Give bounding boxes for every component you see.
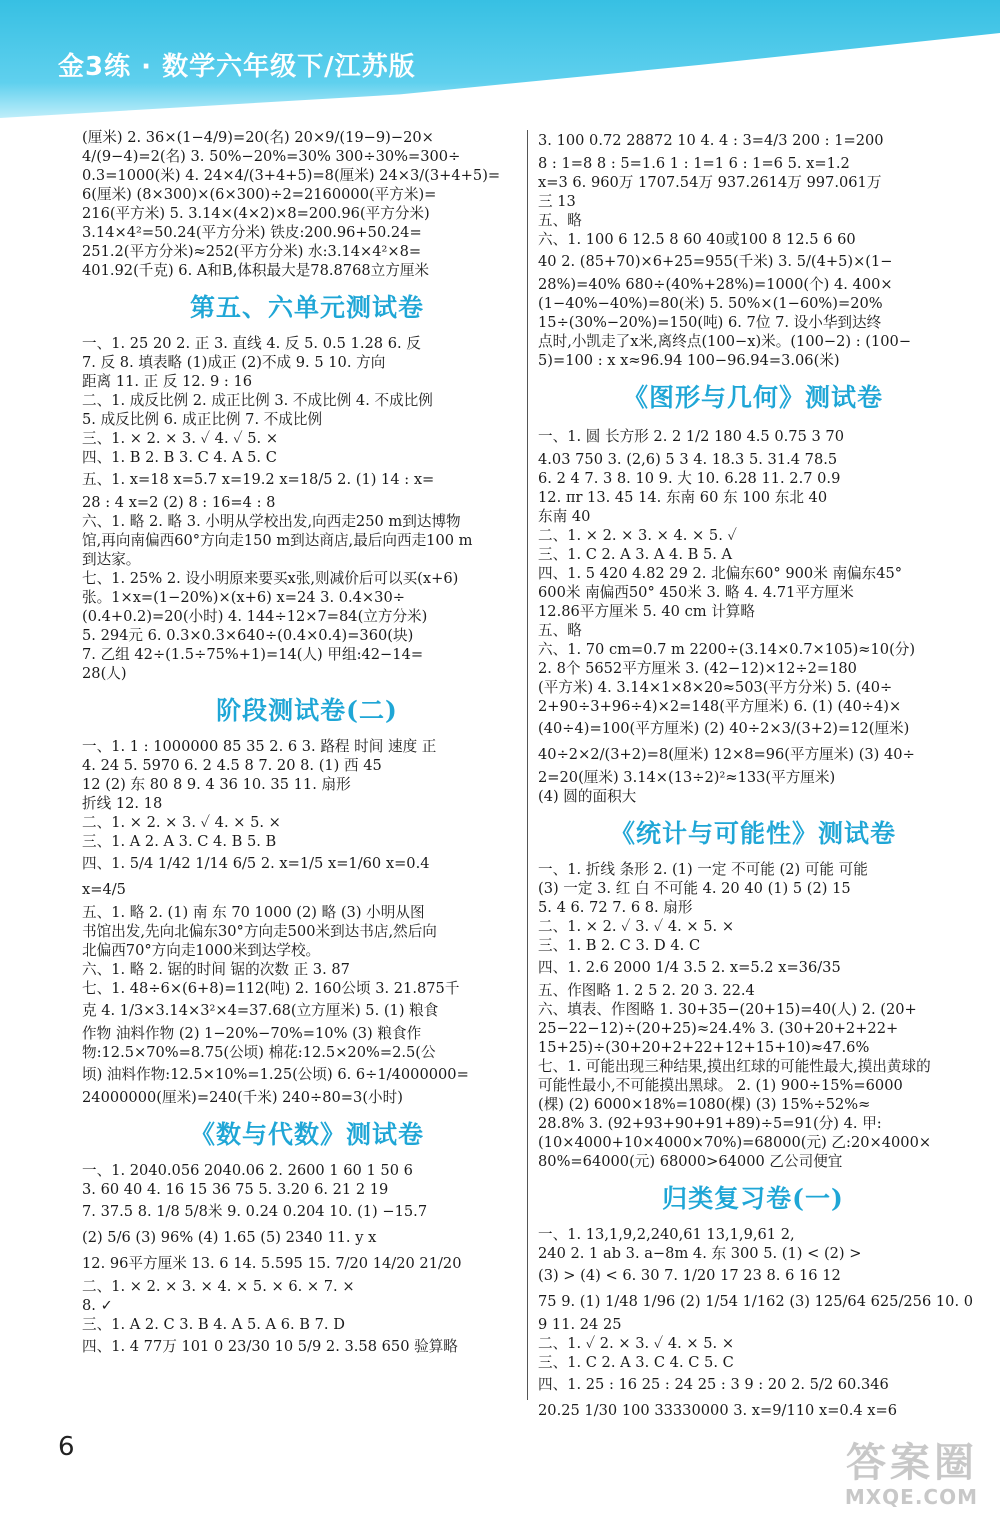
answer-line: 4/(9−4)=2(名) 3. 50%−20%=30% 300÷30%=300÷ — [82, 148, 461, 165]
answer-line: 三、1. C 2. A 3. C 4. C 5. C — [538, 1354, 734, 1371]
answer-line: 七、1. 25% 2. 设小明原来要买x张,则减价后可以买(x+6) — [82, 570, 459, 587]
answer-line: 五、作图略 1. 2 5 2. 20 3. 22.4 — [538, 982, 755, 999]
right-column — [538, 128, 974, 1424]
answer-line: 六、1. 70 cm=0.7 m 2200÷(3.14×0.7×105)≈10(分) — [538, 641, 916, 658]
answer-line: 七、1. 可能出现三种结果,摸出红球的可能性最大,摸出黄球的 — [538, 1058, 931, 1075]
answer-line: 五、1. 略 2. (1) 南 东 70 1000 (2) 略 (3) 小明从图 — [82, 904, 425, 921]
answer-line: 二、1. × 2. ✓ 3. ✓ 4. × 5. × — [538, 918, 735, 935]
answer-line: 28%)=40% 680÷(40%+28%)=1000(个) 4. 400× — [538, 276, 893, 293]
answer-line: 28(人) — [82, 665, 127, 682]
answer-line: x=3 6. 960万 1707.54万 937.2614万 997.061万 — [538, 174, 882, 191]
answer-line: 8 : 1=8 8 : 5=1.6 1 : 1=1 6 : 1=6 5. x=1.2 — [538, 155, 850, 172]
answer-line: 75 9. (1) 1/48 1/96 (2) 1/54 1/162 (3) 125/64 625/256 10. 0 — [538, 1293, 974, 1310]
answer-line: 东南 40 — [538, 508, 591, 525]
answer-line: 到达家。 — [82, 551, 141, 568]
answer-line: 7. 乙组 42÷(1.5÷75%+1)=14(人) 甲组:42−14= — [82, 646, 424, 663]
page-number: 6 — [58, 1432, 75, 1462]
answer-line: (厘米) 2. 36×(1−4/9)=20(名) 20×9/(19−9)−20× — [82, 129, 434, 146]
answer-line: (平方米) 4. 3.14×1×8×20≈503(平方分米) 5. (40÷ — [538, 679, 893, 696]
answer-line: 28 : 4 x=2 (2) 8 : 16=4 : 8 — [82, 494, 276, 511]
answer-line: 一、1. 2040.056 2040.06 2. 2600 1 60 1 50 6 — [82, 1162, 413, 1179]
answer-line: 5. 4 6. 72 7. 6 8. 扇形 — [538, 899, 693, 916]
answer-line: 六、1. 略 2. 锯的时间 锯的次数 正 3. 87 — [82, 961, 350, 978]
answer-line: 二、1. × 2. × 3. ✓ 4. × 5. × — [82, 814, 281, 831]
answer-line: 馆,再向南偏西60°方向走150 m到达商店,最后向西走100 m — [82, 532, 473, 549]
answer-line: 二、1. ✓ 2. × 3. ✓ 4. × 5. × — [538, 1335, 735, 1352]
answer-line: 40 2. (85+70)×6+25=955(千米) 3. 5/(4+5)×(1− — [538, 253, 893, 270]
answer-line: 3. 100 0.72 28872 10 4. 4 : 3=4/3 200 : 1=200 — [538, 132, 884, 149]
answer-line: 三、1. B 2. C 3. D 4. C — [538, 937, 701, 954]
answer-line: 216(平方米) 5. 3.14×(4×2)×8=200.96(平方分米) — [82, 205, 430, 222]
answer-line: 3.14×4²=50.24(平方分米) 铁皮:200.96+50.24= — [82, 224, 422, 241]
answer-line: 15÷(30%−20%)=150(吨) 6. 7位 7. 设小华到达终 — [538, 314, 882, 331]
answer-line: (4) 圆的面积大 — [538, 788, 637, 805]
answer-line: 40÷2×2/(3+2)=8(厘米) 12×8=96(平方厘米) (3) 40÷ — [538, 746, 915, 763]
section-title: 阶段测试卷(二) — [216, 696, 398, 725]
answer-line: 三、1. × 2. × 3. ✓ 4. ✓ 5. × — [82, 430, 279, 447]
answer-line: (10×4000+10×4000×70%)=68000(元) 乙:20×4000× — [538, 1134, 932, 1151]
section-title: 第五、六单元测试卷 — [189, 293, 424, 322]
watermark-logo — [803, 1440, 978, 1512]
answer-line: 三、1. A 2. A 3. C 4. B 5. B — [82, 833, 277, 850]
watermark-top-text: 答案圈 — [846, 1440, 978, 1486]
answer-line: 15+25)÷(30+20+2+22+12+15+10)≈47.6% — [538, 1039, 870, 1056]
answer-line: 物:12.5×70%=8.75(公顷) 棉花:12.5×20%=2.5(公 — [82, 1044, 436, 1061]
answer-line: 251.2(平方分米)≈252(平方分米) 水:3.14×4²×8= — [82, 243, 422, 260]
left-column — [82, 128, 532, 1360]
answer-line: 401.92(千克) 6. A和B,体积最大是78.8768立方厘米 — [82, 262, 430, 279]
answer-line: 三、1. C 2. A 3. A 4. B 5. A — [538, 546, 733, 563]
book-title: 金3练 · 数学六年级下/江苏版 — [58, 52, 416, 82]
answer-line: (40÷4)=100(平方厘米) (2) 40÷2×3/(3+2)=12(厘米) — [538, 720, 910, 737]
answer-line: 五、略 — [538, 212, 582, 229]
answer-line: 四、1. 5 420 4.82 29 2. 北偏东60° 900米 南偏东45° — [538, 565, 903, 582]
answer-line: 600米 南偏西50° 450米 3. 略 4. 4.71平方厘米 — [538, 584, 854, 601]
answer-line: 克 4. 1/3×3.14×3²×4=37.68(立方厘米) 5. (1) 粮食 — [82, 1002, 439, 1019]
answer-line: 12.86平方厘米 5. 40 cm 计算略 — [538, 603, 755, 620]
answer-line: (3) > (4) < 6. 30 7. 1/20 17 23 8. 6 16 12 — [538, 1267, 841, 1284]
answer-line: 4. 24 5. 5970 6. 2 4.5 8 7. 20 8. (1) 西 45 — [82, 757, 382, 774]
answer-line: 北偏西70°方向走1000米到达学校。 — [82, 942, 321, 959]
section-title: 《图形与几何》测试卷 — [622, 383, 883, 412]
watermark-bottom-text: MXQE.COM — [844, 1485, 978, 1509]
section-title: 归类复习卷(一) — [662, 1184, 844, 1213]
section-title: 《统计与可能性》测试卷 — [609, 819, 896, 848]
answer-line: 4.03 750 3. (2,6) 5 3 4. 18.3 5. 31.4 78.5 — [538, 451, 838, 468]
answer-line: 张。1×x=(1−20%)×(x+6) x=24 3. 0.4×30÷ — [82, 589, 405, 606]
answer-line: (2) 5/6 (3) 96% (4) 1.65 (5) 2340 11. y x — [82, 1229, 377, 1246]
answer-line: 2+90÷3+96÷4)×2=148(平方厘米) 6. (1) (40÷4)× — [538, 698, 902, 715]
answer-line: 12 (2) 东 80 8 9. 4 36 10. 35 11. 扇形 — [82, 776, 351, 793]
answer-line: 四、1. 4 77万 101 0 23/30 10 5/9 2. 3.58 650 验算略 — [82, 1338, 458, 1355]
answer-line: 距离 11. 正 反 12. 9 : 16 — [82, 373, 253, 390]
answer-line: 5)=100 : x x≈96.94 100−96.94=3.06(米) — [538, 352, 840, 369]
answer-line: 一、1. 折线 条形 2. (1) 一定 不可能 (2) 可能 可能 — [538, 861, 868, 878]
answer-line: 12. πr 13. 45 14. 东南 60 东 100 东北 40 — [538, 489, 828, 506]
answer-line: 2=20(厘米) 3.14×(13÷2)²≈133(平方厘米) — [538, 769, 836, 786]
answer-line: 三 13 — [538, 193, 576, 210]
answer-line: 3. 60 40 4. 16 15 36 75 5. 3.20 6. 21 2 19 — [82, 1181, 389, 1198]
answer-line: 五、1. x=18 x=5.7 x=19.2 x=18/5 2. (1) 14 : x= — [82, 471, 435, 488]
answer-line: (棵) (2) 6000×18%=1080(棵) (3) 15%÷52%≈ — [538, 1096, 871, 1113]
answer-line: 6(厘米) (8×300)×(6×300)÷2=2160000(平方米)= — [82, 186, 437, 203]
answer-line: 7. 反 8. 填表略 (1)成正 (2)不成 9. 5 10. 方向 — [82, 354, 386, 371]
answer-line: 一、1. 1 : 1000000 85 35 2. 6 3. 路程 时间 速度 正 — [82, 738, 437, 755]
answer-line: x=4/5 — [82, 881, 126, 898]
answer-line: 七、1. 48÷6×(6+8)=112(吨) 2. 160公顷 3. 21.875千 — [82, 980, 460, 997]
answer-line: 28.8% 3. (92+93+90+91+89)÷5=91(分) 4. 甲: — [538, 1115, 882, 1132]
answer-line: 五、略 — [538, 622, 582, 639]
answer-line: 一、1. 25 20 2. 正 3. 直线 4. 反 5. 0.5 1.28 6. 反 — [82, 335, 421, 352]
answer-line: (3) 一定 3. 红 白 不可能 4. 20 40 (1) 5 (2) 15 — [538, 880, 851, 897]
answer-line: 四、1. 25 : 16 25 : 24 25 : 3 9 : 20 2. 5/2 60.346 — [538, 1376, 889, 1393]
section-title: 《数与代数》测试卷 — [189, 1120, 424, 1149]
answer-line: 四、1. 2.6 2000 1/4 3.5 2. x=5.2 x=36/35 — [538, 959, 841, 976]
answer-line: 二、1. × 2. × 3. × 4. × 5. ✓ — [538, 527, 737, 544]
answer-line: (1−40%−40%)=80(米) 5. 50%×(1−60%)=20% — [538, 295, 883, 312]
answer-line: 二、1. 成反比例 2. 成正比例 3. 不成比例 4. 不成比例 — [82, 392, 433, 409]
answer-line: 5. 294元 6. 0.3×0.3×640÷(0.4×0.4)=360(块) — [82, 627, 414, 644]
answer-line: 二、1. × 2. × 3. × 4. × 5. × 6. × 7. × — [82, 1278, 355, 1295]
answer-line: 顷) 油料作物:12.5×10%=1.25(公顷) 6. 6÷1/4000000= — [82, 1066, 469, 1083]
answer-line: 四、1. 5/4 1/42 1/14 6/5 2. x=1/5 x=1/60 x=0.4 — [82, 855, 430, 872]
answer-line: 可能性最小,不可能摸出黑球。 2. (1) 900÷15%=6000 — [538, 1077, 903, 1094]
answer-line: 12. 96平方厘米 13. 6 14. 5.595 15. 7/20 14/20 21/20 — [82, 1255, 462, 1272]
answer-line: 六、填表、作图略 1. 30+35−(20+15)=40(人) 2. (20+ — [538, 1001, 917, 1018]
answer-line: 点时,小凯走了x米,离终点(100−x)米。(100−2) : (100− — [538, 333, 912, 350]
answer-line: 9 11. 24 25 — [538, 1316, 622, 1333]
answer-line: 24000000(厘米)=240(千米) 240÷80=3(小时) — [82, 1089, 403, 1106]
answer-line: 一、1. 圆 长方形 2. 2 1/2 180 4.5 0.75 3 70 — [538, 428, 844, 445]
answer-line: 25−22−12)÷(20+25)≈24.4% 3. (30+20+2+22+ — [538, 1020, 899, 1037]
answer-line: 书馆出发,先向北偏东30°方向走500米到达书店,然后向 — [82, 923, 437, 940]
answer-line: 四、1. B 2. B 3. C 4. A 5. C — [82, 449, 277, 466]
answer-line: 六、1. 略 2. 略 3. 小明从学校出发,向西走250 m到达博物 — [82, 513, 461, 530]
answer-line: 一、1. 13,1,9,2,240,61 13,1,9,61 2, — [538, 1226, 795, 1243]
answer-line: 三、1. A 2. C 3. B 4. A 5. A 6. B 7. D — [82, 1316, 345, 1333]
answer-line: 2. 8个 5652平方厘米 3. (42−12)×12÷2=180 — [538, 660, 857, 677]
answer-line: 7. 37.5 8. 1/8 5/8米 9. 0.24 0.204 10. (1) −15.7 — [82, 1203, 428, 1220]
answer-line: 20.25 1/30 100 33330000 3. x=9/110 x=0.4 x=6 — [538, 1402, 898, 1419]
answer-line: 80%=64000(元) 68000>64000 乙公司便宜 — [538, 1153, 843, 1170]
answer-line: 6. 2 4 7. 3 8. 10 9. 大 10. 6.28 11. 2.7 0.9 — [538, 470, 841, 487]
answer-line: 六、1. 100 6 12.5 8 60 40或100 8 12.5 6 60 — [538, 231, 856, 248]
answer-line: 8. ✓ — [82, 1297, 113, 1314]
answer-line: 折线 12. 18 — [82, 795, 163, 812]
answer-line: 作物 油料作物 (2) 1−20%−70%=10% (3) 粮食作 — [82, 1025, 422, 1042]
answer-line: 5. 成反比例 6. 成正比例 7. 不成比例 — [82, 411, 323, 428]
answer-line: 0.3=1000(米) 4. 24×4/(3+4+5)=8(厘米) 24×3/(3+4+5)= — [82, 167, 501, 184]
answer-line: 240 2. 1 ab 3. a−8m 4. 东 300 5. (1) < (2) > — [538, 1245, 862, 1262]
answer-line: (0.4+0.2)=20(小时) 4. 144÷12×7=84(立方分米) — [82, 608, 428, 625]
